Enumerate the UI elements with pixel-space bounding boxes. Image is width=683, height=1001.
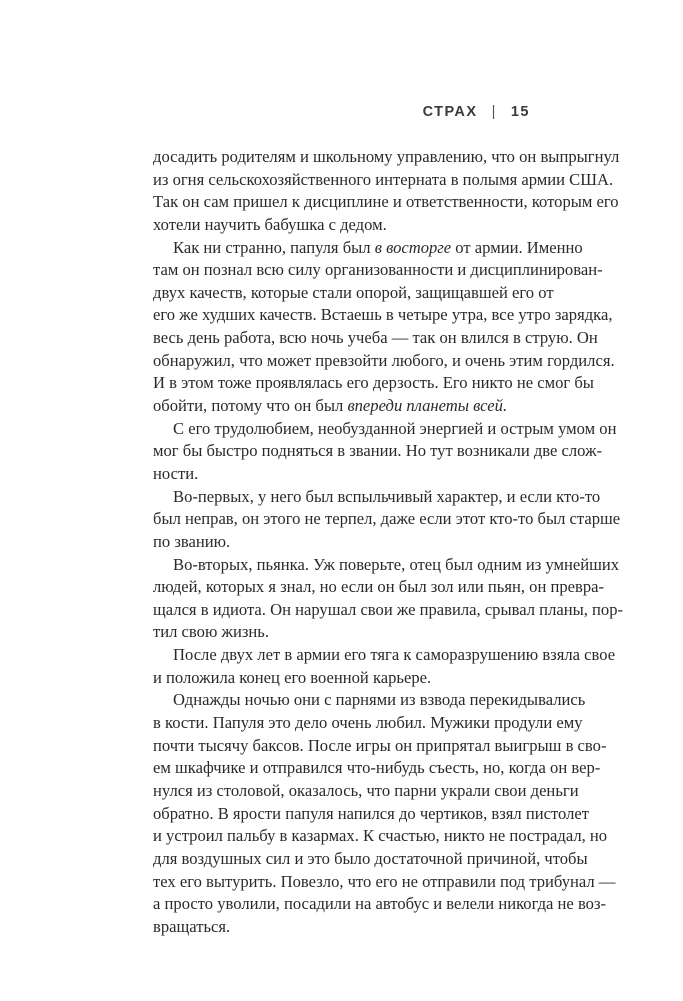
text-line xyxy=(153,916,530,939)
running-header xyxy=(423,104,530,120)
text-segment: мог бы быстро подняться в звании. Но тут возникали две слож- xyxy=(153,441,603,461)
text-segment: После двух лет в армии его тяга к саморазрушению взяла свое xyxy=(173,645,616,665)
text-line xyxy=(153,237,583,260)
text-line xyxy=(153,463,530,486)
text-segment: там он познал всю силу организованности и дисциплинирован- xyxy=(153,260,603,280)
text-segment: щался в идиота. Он нарушал свои же правила, срывал планы, пор- xyxy=(153,599,624,619)
text-line xyxy=(153,689,586,712)
text-segment: вращаться. xyxy=(153,916,231,936)
text-segment: обойти, потому что он был xyxy=(153,396,348,416)
text-segment: тех его вытурить. Повезло, что его не отправили под трибунал — xyxy=(153,871,616,891)
text-line xyxy=(153,440,603,463)
text-line xyxy=(153,350,615,373)
text-line xyxy=(153,712,583,735)
text-line xyxy=(153,667,530,690)
text-line xyxy=(153,599,624,622)
text-segment: был неправ, он этого не терпел, даже если этот кто-то был старше xyxy=(153,509,621,529)
text-segment: С его трудолюбием, необузданной энергией и острым умом он xyxy=(173,418,617,438)
text-segment: И в этом тоже проявлялась его дерзость. Его никто не смог бы xyxy=(153,373,594,393)
text-segment: досадить родителям и школьному управлению, что он выпрыгнул xyxy=(153,147,620,166)
text-line xyxy=(153,486,601,509)
text-segment: тил свою жизнь. xyxy=(153,622,269,642)
text-segment: Во-вторых, пьянка. Уж поверьте, отец был одним из умнейших xyxy=(173,554,620,574)
text-segment: Как ни странно, папуля был xyxy=(173,237,375,257)
text-segment: обратно. В ярости папуля напился до чертиков, взял пистолет xyxy=(153,803,589,823)
text-segment: почти тысячу баксов. После игры он припрятал выигрыш в сво- xyxy=(153,735,607,755)
text-line xyxy=(153,621,530,644)
text-segment: от армии. Именно xyxy=(451,237,583,257)
text-segment: ности. xyxy=(153,463,199,483)
text-line xyxy=(153,735,607,758)
text-segment: людей, которых я знал, но если он был зол или пьян, он превра- xyxy=(153,577,605,597)
text-segment: хотели научить бабушка с дедом. xyxy=(153,214,387,234)
text-segment: ем шкафчике и отправился что-нибудь съесть, но, когда он вер- xyxy=(153,758,601,778)
text-line xyxy=(153,214,530,237)
text-segment: в кости. Папуля это дело очень любил. Мужики продули ему xyxy=(153,713,583,733)
text-line xyxy=(153,282,554,305)
text-line xyxy=(153,146,620,169)
text-line xyxy=(153,372,594,395)
text-segment: из огня сельскохозяйственного интерната в полымя армии США. xyxy=(153,169,614,189)
text-line xyxy=(153,531,530,554)
text-segment: его же худших качеств. Встаешь в четыре утра, все утро зарядка, xyxy=(153,305,613,325)
body-text xyxy=(153,146,624,938)
text-line xyxy=(153,395,530,418)
text-segment: весь день работа, всю ночь учеба — так он влился в струю. Он xyxy=(153,328,598,348)
page-number: 15 xyxy=(510,104,530,120)
text-line xyxy=(153,304,613,327)
text-segment: для воздушных сил и это было достаточной причиной, чтобы xyxy=(153,848,588,868)
text-line xyxy=(153,508,621,531)
section-title: СТРАХ xyxy=(422,104,478,120)
text-line xyxy=(153,803,589,826)
text-line xyxy=(153,191,619,214)
text-segment: нулся из столовой, оказалось, что парни украли свои деньги xyxy=(153,780,579,800)
text-line xyxy=(153,893,607,916)
text-segment: Так он сам пришел к дисциплине и ответственности, которым его xyxy=(153,192,619,212)
text-line xyxy=(153,871,616,894)
text-line xyxy=(153,757,601,780)
italic-text: впереди планеты всей. xyxy=(347,396,508,416)
text-line xyxy=(153,259,603,282)
text-line xyxy=(153,554,620,577)
italic-text: в восторге xyxy=(374,237,452,257)
text-segment: обнаружил, что может превзойти любого, и очень этим гордился. xyxy=(153,350,615,370)
text-line xyxy=(153,418,617,441)
text-line xyxy=(153,169,614,192)
text-segment: а просто уволили, посадили на автобус и велели никогда не воз- xyxy=(153,894,607,914)
header-separator: | xyxy=(491,104,497,120)
text-line xyxy=(153,327,598,350)
text-line xyxy=(153,825,608,848)
text-line xyxy=(153,576,605,599)
text-line xyxy=(153,644,616,667)
text-segment: и устроил пальбу в казармах. К счастью, никто не пострадал, но xyxy=(153,826,608,846)
text-segment: Однажды ночью они с парнями из взвода перекидывались xyxy=(173,690,586,710)
text-segment: двух качеств, которые стали опорой, защищавшей его от xyxy=(153,282,554,302)
text-segment: Во-первых, у него был вспыльчивый характер, и если кто-то xyxy=(173,486,601,506)
text-line xyxy=(153,848,588,871)
text-line xyxy=(153,780,579,803)
text-segment: и положила конец его военной карьере. xyxy=(153,667,432,687)
text-segment: по званию. xyxy=(153,531,231,551)
